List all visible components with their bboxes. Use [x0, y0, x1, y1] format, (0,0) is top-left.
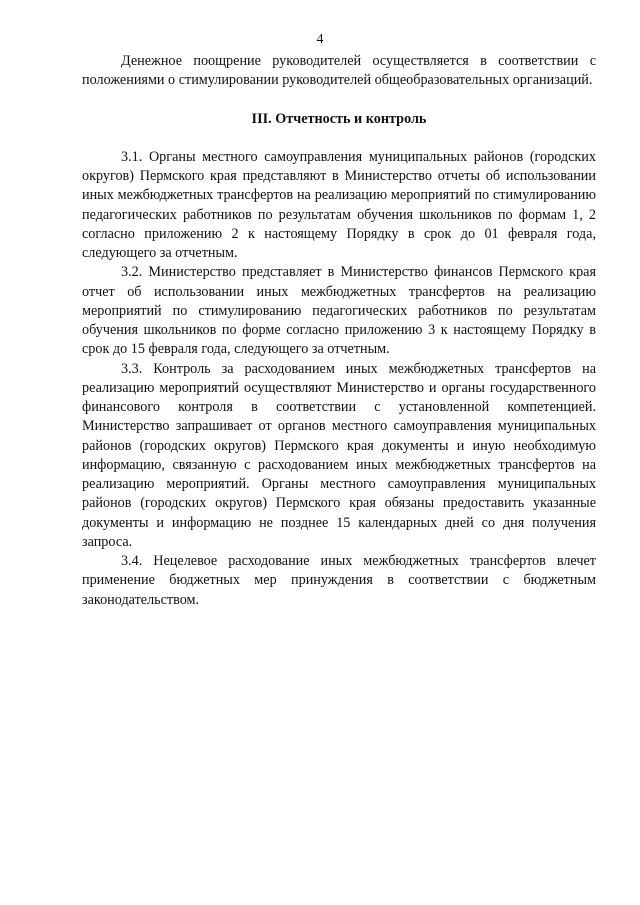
- section-title: III. Отчетность и контроль: [251, 110, 427, 127]
- document-body: [82, 52, 596, 610]
- intro-paragraph: Денежное поощрение руководителей осуществляется в соответствии с положениями о стимулировании руководителей общеобразовательных организаций.: [82, 53, 596, 89]
- paragraph-3-1: 3.1. Органы местного самоуправления муниципальных районов (городских округов) Пермского края представляют в Министерство отчеты об использовании иных межбюджетных трансфертов на реализацию мероприятий по стимулированию педагогических работников по результатам обучения школьников по формам 1, 2 согласно приложению 2 к настоящему Порядку в срок до 01 февраля года, следующего за отчетным.: [82, 148, 596, 261]
- page-number: 4: [316, 32, 324, 47]
- paragraph-3-4: 3.4. Нецелевое расходование иных межбюджетных трансфертов влечет применение бюджетных мер принуждения в соответствии с бюджетным законодательством.: [82, 553, 596, 608]
- paragraph-3-3: 3.3. Контроль за расходованием иных межбюджетных трансфертов на реализацию мероприятий осуществляют Министерство и органы государственного финансового контроля в соответствии с установленной компетенцией. Министерство запрашивает от органов местного самоуправления муниципальных районов (городских округов) Пермского края документы и иную необходимую информацию, связанную с расходованием иных межбюджетных трансфертов на реализацию мероприятий. Органы местного самоуправления муниципальных районов (городских округов) Пермского края обязаны предоставить указанные документы и информацию не позднее 15 календарных дней со дня получения запроса.: [82, 360, 596, 550]
- paragraph-3-2: 3.2. Министерство представляет в Министерство финансов Пермского края отчет об использовании иных межбюджетных трансфертов на реализацию мероприятий по стимулированию педагогических работников по результатам обучения школьников по форме согласно приложению 3 к настоящему Порядку в срок до 15 февраля года, следующего за отчетным.: [82, 264, 596, 358]
